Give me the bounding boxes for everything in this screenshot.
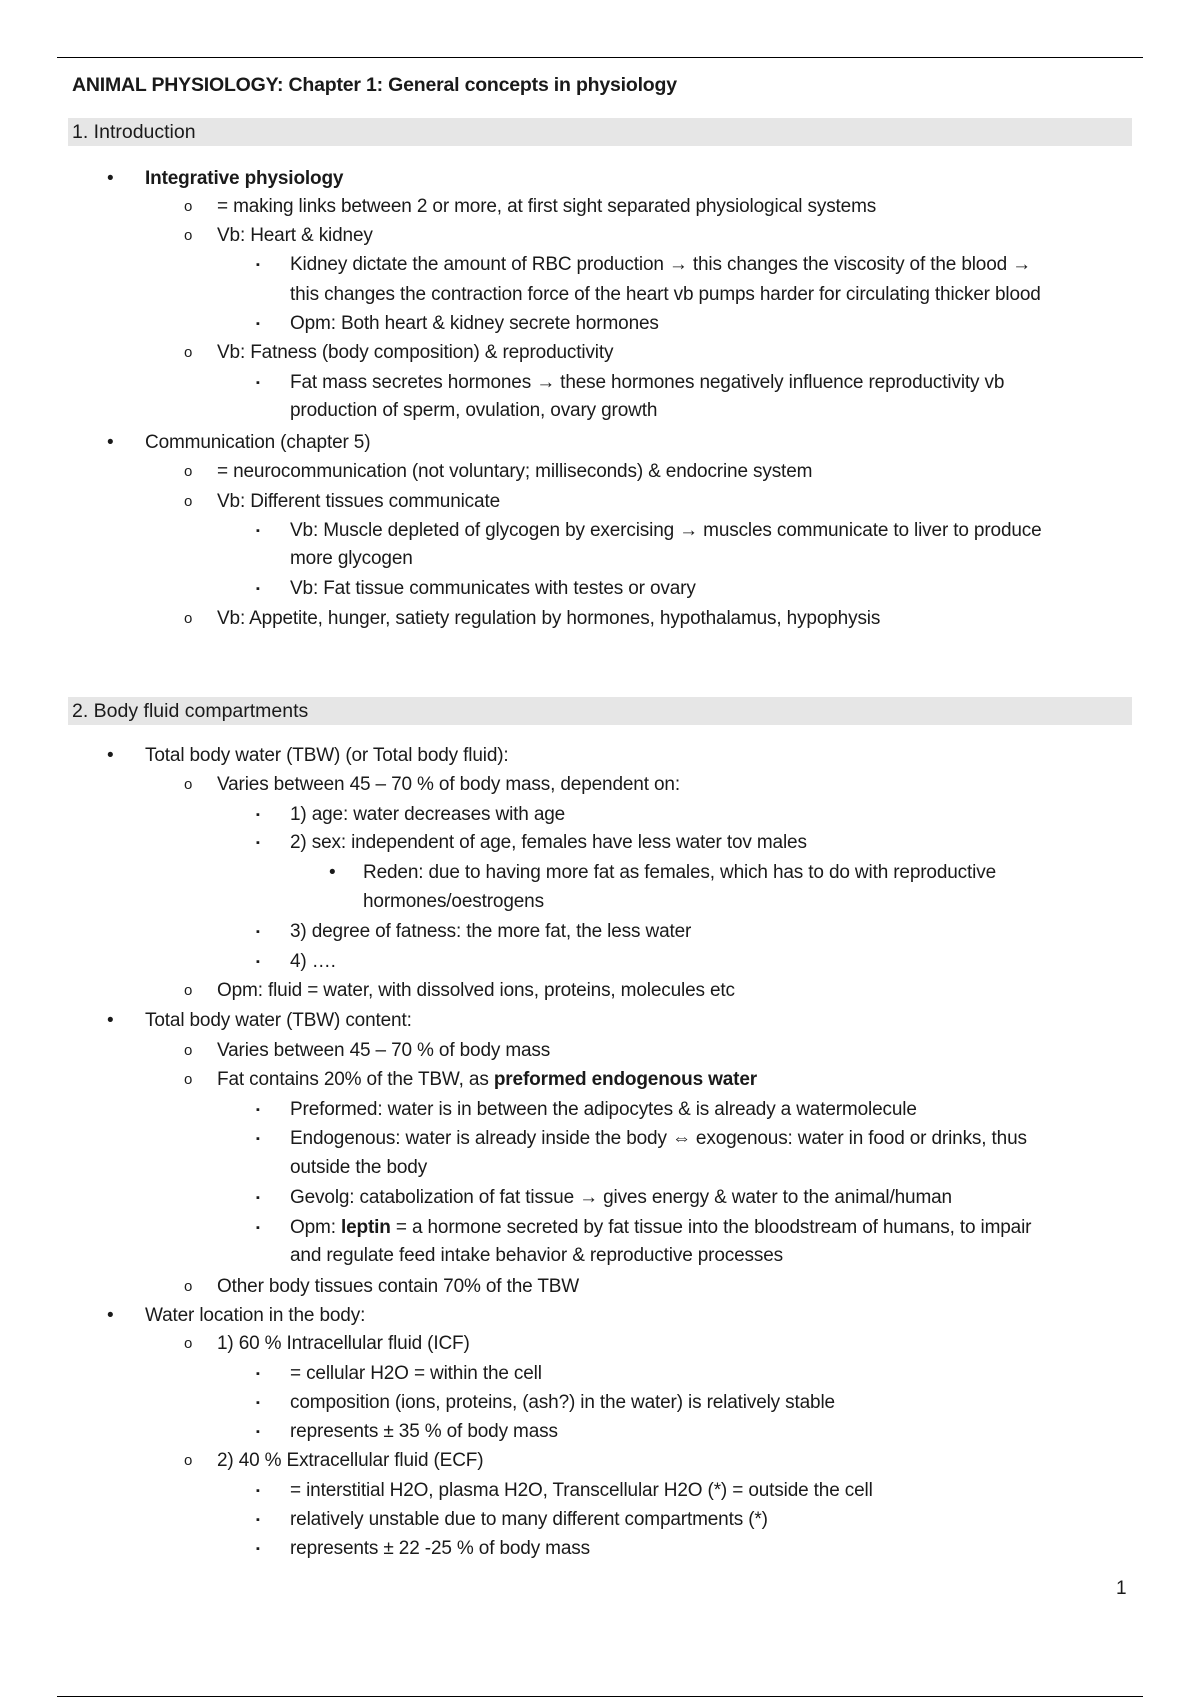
- list-item-continuation: this changes the contraction force of the heart vb pumps harder for circulating thicker blood: [290, 284, 1041, 305]
- top-rule: [57, 57, 1143, 58]
- list-item: [217, 1068, 757, 1092]
- list-item: Fat mass secretes hormones → these hormones negatively influence reproductivity vb: [290, 372, 1005, 393]
- bullet-icon: ▪: [256, 1222, 260, 1234]
- list-item-continuation: production of sperm, ovulation, ovary growth: [290, 400, 658, 421]
- list-item: 2) sex: independent of age, females have less water tov males: [290, 832, 807, 853]
- list-item-continuation: more glycogen: [290, 548, 413, 569]
- bullet-icon: o: [184, 463, 193, 480]
- list-item: = neurocommunication (not voluntary; milliseconds) & endocrine system: [217, 461, 813, 482]
- bullet-icon: ▪: [256, 1133, 260, 1145]
- bullet-icon: •: [107, 432, 114, 453]
- bottom-rule: [57, 1696, 1143, 1697]
- section-heading-body-fluid: [68, 697, 1132, 725]
- bullet-icon: ▪: [256, 1485, 260, 1497]
- list-item: 2) 40 % Extracellular fluid (ECF): [217, 1450, 484, 1471]
- bullet-icon: •: [107, 745, 114, 766]
- bullet-icon: ▪: [256, 1104, 260, 1116]
- page-number: 1: [1116, 1578, 1127, 1599]
- bullet-icon: o: [184, 1042, 193, 1059]
- list-item: Vb: Appetite, hunger, satiety regulation by hormones, hypothalamus, hypophysis: [217, 608, 881, 629]
- item-text: = a hormone secreted by fat tissue into the bloodstream of humans, to impair: [390, 1217, 1032, 1238]
- bullet-icon: •: [107, 1010, 114, 1031]
- bullet-icon: ▪: [256, 377, 260, 389]
- list-item: Vb: Fat tissue communicates with testes or ovary: [290, 578, 696, 599]
- bullet-icon: o: [184, 1071, 193, 1088]
- bullet-icon: o: [184, 227, 193, 244]
- list-item: Integrative physiology: [145, 168, 344, 189]
- list-item-continuation: hormones/oestrogens: [363, 891, 544, 912]
- list-item: represents ± 22 -25 % of body mass: [290, 1538, 590, 1559]
- bullet-icon: ▪: [256, 1514, 260, 1526]
- bullet-icon: ▪: [256, 1397, 260, 1409]
- list-item-continuation: and regulate feed intake behavior & reproductive processes: [290, 1245, 784, 1266]
- list-item: 4) ….: [290, 951, 336, 972]
- bullet-icon: o: [184, 610, 193, 627]
- section-heading-introduction: [68, 118, 1132, 146]
- list-item: Communication (chapter 5): [145, 432, 371, 453]
- list-item: 3) degree of fatness: the more fat, the less water: [290, 921, 692, 942]
- bullet-icon: ▪: [256, 1368, 260, 1380]
- bullet-icon: ▪: [256, 318, 260, 330]
- section-heading-label: 1. Introduction: [72, 121, 196, 143]
- bullet-icon: o: [184, 982, 193, 999]
- bullet-icon: •: [329, 862, 336, 883]
- bullet-icon: o: [184, 198, 193, 215]
- item-emphasis: leptin: [340, 1217, 391, 1238]
- bullet-icon: ▪: [256, 837, 260, 849]
- list-item: Total body water (TBW) content:: [145, 1010, 412, 1031]
- bullet-icon: •: [107, 168, 114, 189]
- list-item: = making links between 2 or more, at first sight separated physiological systems: [217, 196, 877, 217]
- item-text: Opm:: [290, 1217, 341, 1238]
- list-item: relatively unstable due to many different compartments (*): [290, 1509, 768, 1530]
- bullet-icon: ▪: [256, 809, 260, 821]
- list-item: Vb: Heart & kidney: [217, 225, 373, 246]
- item-emphasis: preformed endogenous water: [493, 1069, 758, 1090]
- list-item: represents ± 35 % of body mass: [290, 1421, 558, 1442]
- item-text: Fat contains 20% of the TBW, as: [217, 1069, 494, 1090]
- list-item: Other body tissues contain 70% of the TBW: [217, 1276, 580, 1297]
- bullet-icon: ▪: [256, 1192, 260, 1204]
- list-item: Varies between 45 – 70 % of body mass, dependent on:: [217, 774, 680, 795]
- bullet-icon: ▪: [256, 1426, 260, 1438]
- bullet-icon: o: [184, 493, 193, 510]
- list-item: Gevolg: catabolization of fat tissue → gives energy & water to the animal/human: [290, 1187, 952, 1208]
- list-item: = interstitial H2O, plasma H2O, Transcellular H2O (*) = outside the cell: [290, 1480, 873, 1501]
- list-item: 1) 60 % Intracellular fluid (ICF): [217, 1333, 470, 1354]
- list-item: Vb: Different tissues communicate: [217, 491, 500, 512]
- bullet-icon: ▪: [256, 525, 260, 537]
- list-item: Preformed: water is in between the adipocytes & is already a watermolecule: [290, 1099, 917, 1120]
- bullet-icon: ▪: [256, 259, 260, 271]
- list-item: composition (ions, proteins, (ash?) in the water) is relatively stable: [290, 1392, 835, 1413]
- bullet-icon: ▪: [256, 583, 260, 595]
- bullet-icon: ▪: [256, 1543, 260, 1555]
- bullet-icon: o: [184, 1278, 193, 1295]
- list-item-continuation: outside the body: [290, 1157, 428, 1178]
- bullet-icon: •: [107, 1305, 114, 1326]
- list-item: Varies between 45 – 70 % of body mass: [217, 1040, 551, 1061]
- list-item: Total body water (TBW) (or Total body fluid):: [145, 745, 509, 766]
- bullet-icon: ▪: [256, 926, 260, 938]
- list-item: Water location in the body:: [145, 1305, 366, 1326]
- list-item: Endogenous: water is already inside the body ⇔ exogenous: water in food or drinks, thus: [290, 1128, 1027, 1149]
- list-item: Vb: Fatness (body composition) & reproductivity: [217, 342, 614, 363]
- bullet-icon: o: [184, 1335, 193, 1352]
- bullet-icon: ▪: [256, 956, 260, 968]
- bullet-icon: o: [184, 776, 193, 793]
- section-heading-label: 2. Body fluid compartments: [72, 700, 309, 722]
- list-item: Kidney dictate the amount of RBC production → this changes the viscosity of the blood →: [290, 254, 1032, 275]
- list-item: Opm: Both heart & kidney secrete hormones: [290, 313, 659, 334]
- list-item: Vb: Muscle depleted of glycogen by exercising → muscles communicate to liver to produce: [290, 520, 1042, 541]
- bullet-icon: o: [184, 344, 193, 361]
- list-item: [290, 1216, 1031, 1240]
- bullet-icon: o: [184, 1452, 193, 1469]
- list-item: 1) age: water decreases with age: [290, 804, 566, 825]
- document-title: ANIMAL PHYSIOLOGY: Chapter 1: General concepts in physiology: [72, 74, 677, 96]
- list-item: Reden: due to having more fat as females, which has to do with reproductive: [363, 862, 996, 883]
- list-item: = cellular H2O = within the cell: [290, 1363, 542, 1384]
- list-item: Opm: fluid = water, with dissolved ions, proteins, molecules etc: [217, 980, 735, 1001]
